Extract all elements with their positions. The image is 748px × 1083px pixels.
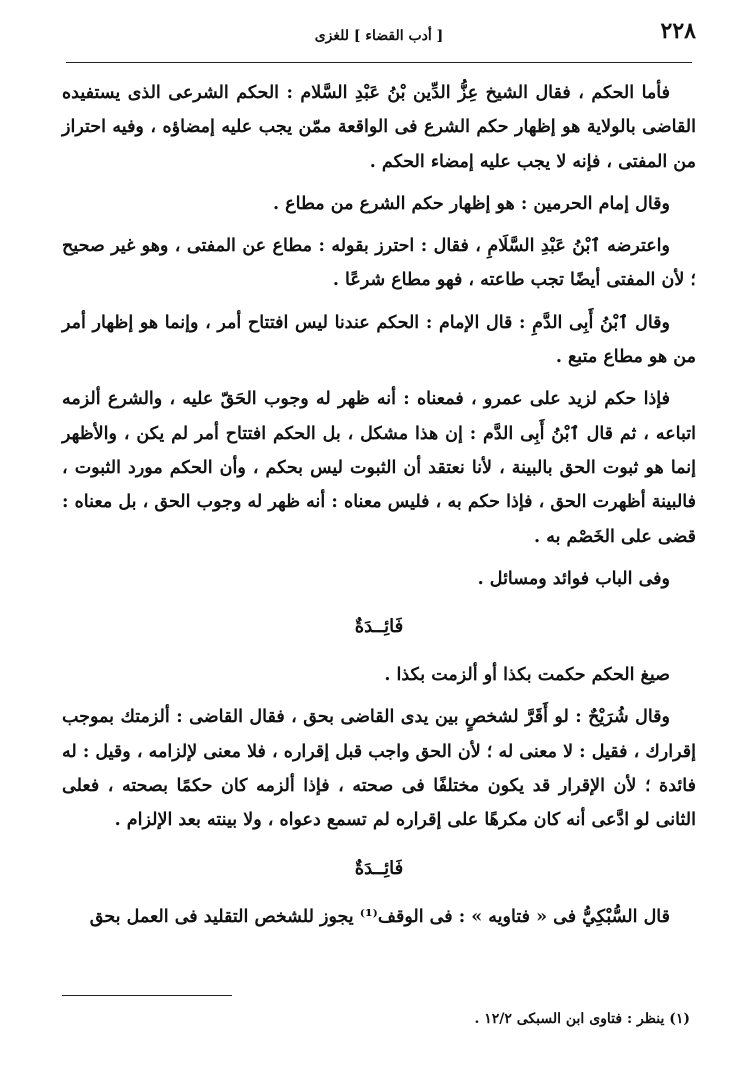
paragraph: صيغ الحكم حكمت بكذا أو ألزمت بكذا . xyxy=(384,665,670,686)
section-heading: فَائِــدَةٌ xyxy=(354,616,404,638)
footnote: (١) ينظر : فتاوى ابن السبكى ١٢/٢ . xyxy=(474,1011,690,1027)
header-rule xyxy=(66,62,692,63)
page-header xyxy=(62,14,696,50)
paragraph: وفى الباب فوائد ومسائل . xyxy=(477,568,670,589)
footnote-rule xyxy=(62,995,232,996)
section-heading: فَائِــدَةٌ xyxy=(354,857,404,879)
page-number: ٢٢٨ xyxy=(660,18,696,44)
paragraph: فأما الحكم ، فقال الشيخ عِزُّ الدِّين بْنُ عَبْدِ السَّلام : الحكم الشرعى الذى يستفيده القاضى بالولاية هو إظهار حكم الشرع فى الواقعة ممّن يجب عليه إمضاؤه ، وفيه احتراز من المفتى ، فإنه لا يجب عليه إمضاء الحكم . xyxy=(62,83,696,172)
running-title: [ أدب القضاء ] للغزى xyxy=(314,28,444,44)
paragraph: فإذا حكم لزيد على عمرو ، فمعناه : أنه ظهر له وجوب الحَقّ عليه ، والشرع ألزمه اتباعه ، ثم قال ٱبْنُ أَبِى الدَّم : إن هذا مشكل ، بل الحكم افتتاح أمر لم يكن ، والأظهر إنما هو ثبوت الحق بالبينة ، لأنا نعتقد أن الثبوت ليس بحكم ، وأن الحكم مورد الثبوت ، فالبينة أظهرت الحق ، فإذا حكم به ، فليس معناه : أنه ظهر له وجوب الحق ، بل معناه : قضى على الخَصْم به . xyxy=(62,389,696,547)
body-text xyxy=(62,76,696,942)
paragraph: واعترضه ٱبْنُ عَبْدِ السَّلَامِ ، فقال : احترز بقوله : مطاع عن المفتى ، وهو غير صحيح ؛ لأن المفتى أيضًا تجب طاعته ، فهو مطاع شرعًا . xyxy=(62,236,696,291)
paragraph: قال السُّبْكِيُّ فى « فتاويه » : فى الوقف⁽¹⁾ يجوز للشخص التقليد فى العمل بحق xyxy=(89,906,670,927)
paragraph: وقال شُرَيْحٌ : لو أَقَرَّ لشخصٍ بين يدى القاضى بحق ، فقال القاضى : ألزمتك بموجب إقرارك ، فقيل : لا معنى له ؛ لأن الحق واجب قبل إقراره ، فلا معنى لإلزامه ، وقيل : له فائدة ؛ لأن الإقرار قد يكون مختلفًا فى صحته ، فإذا ألزمه كان حكمًا بصحته ، فعلى الثانى لو ادَّعى أنه كان مكرهًا على إقراره لم تسمع دعواه ، ولا بينته بعد الإلزام . xyxy=(62,707,696,831)
paragraph: وقال إمام الحرمين : هو إظهار حكم الشرع من مطاع . xyxy=(272,193,670,214)
paragraph: وقال ٱبْنُ أَبِى الدَّمِ : قال الإمام : الحكم عندنا ليس افتتاح أمر ، وإنما هو إظهار أمر من هو مطاع متبع . xyxy=(62,312,696,368)
